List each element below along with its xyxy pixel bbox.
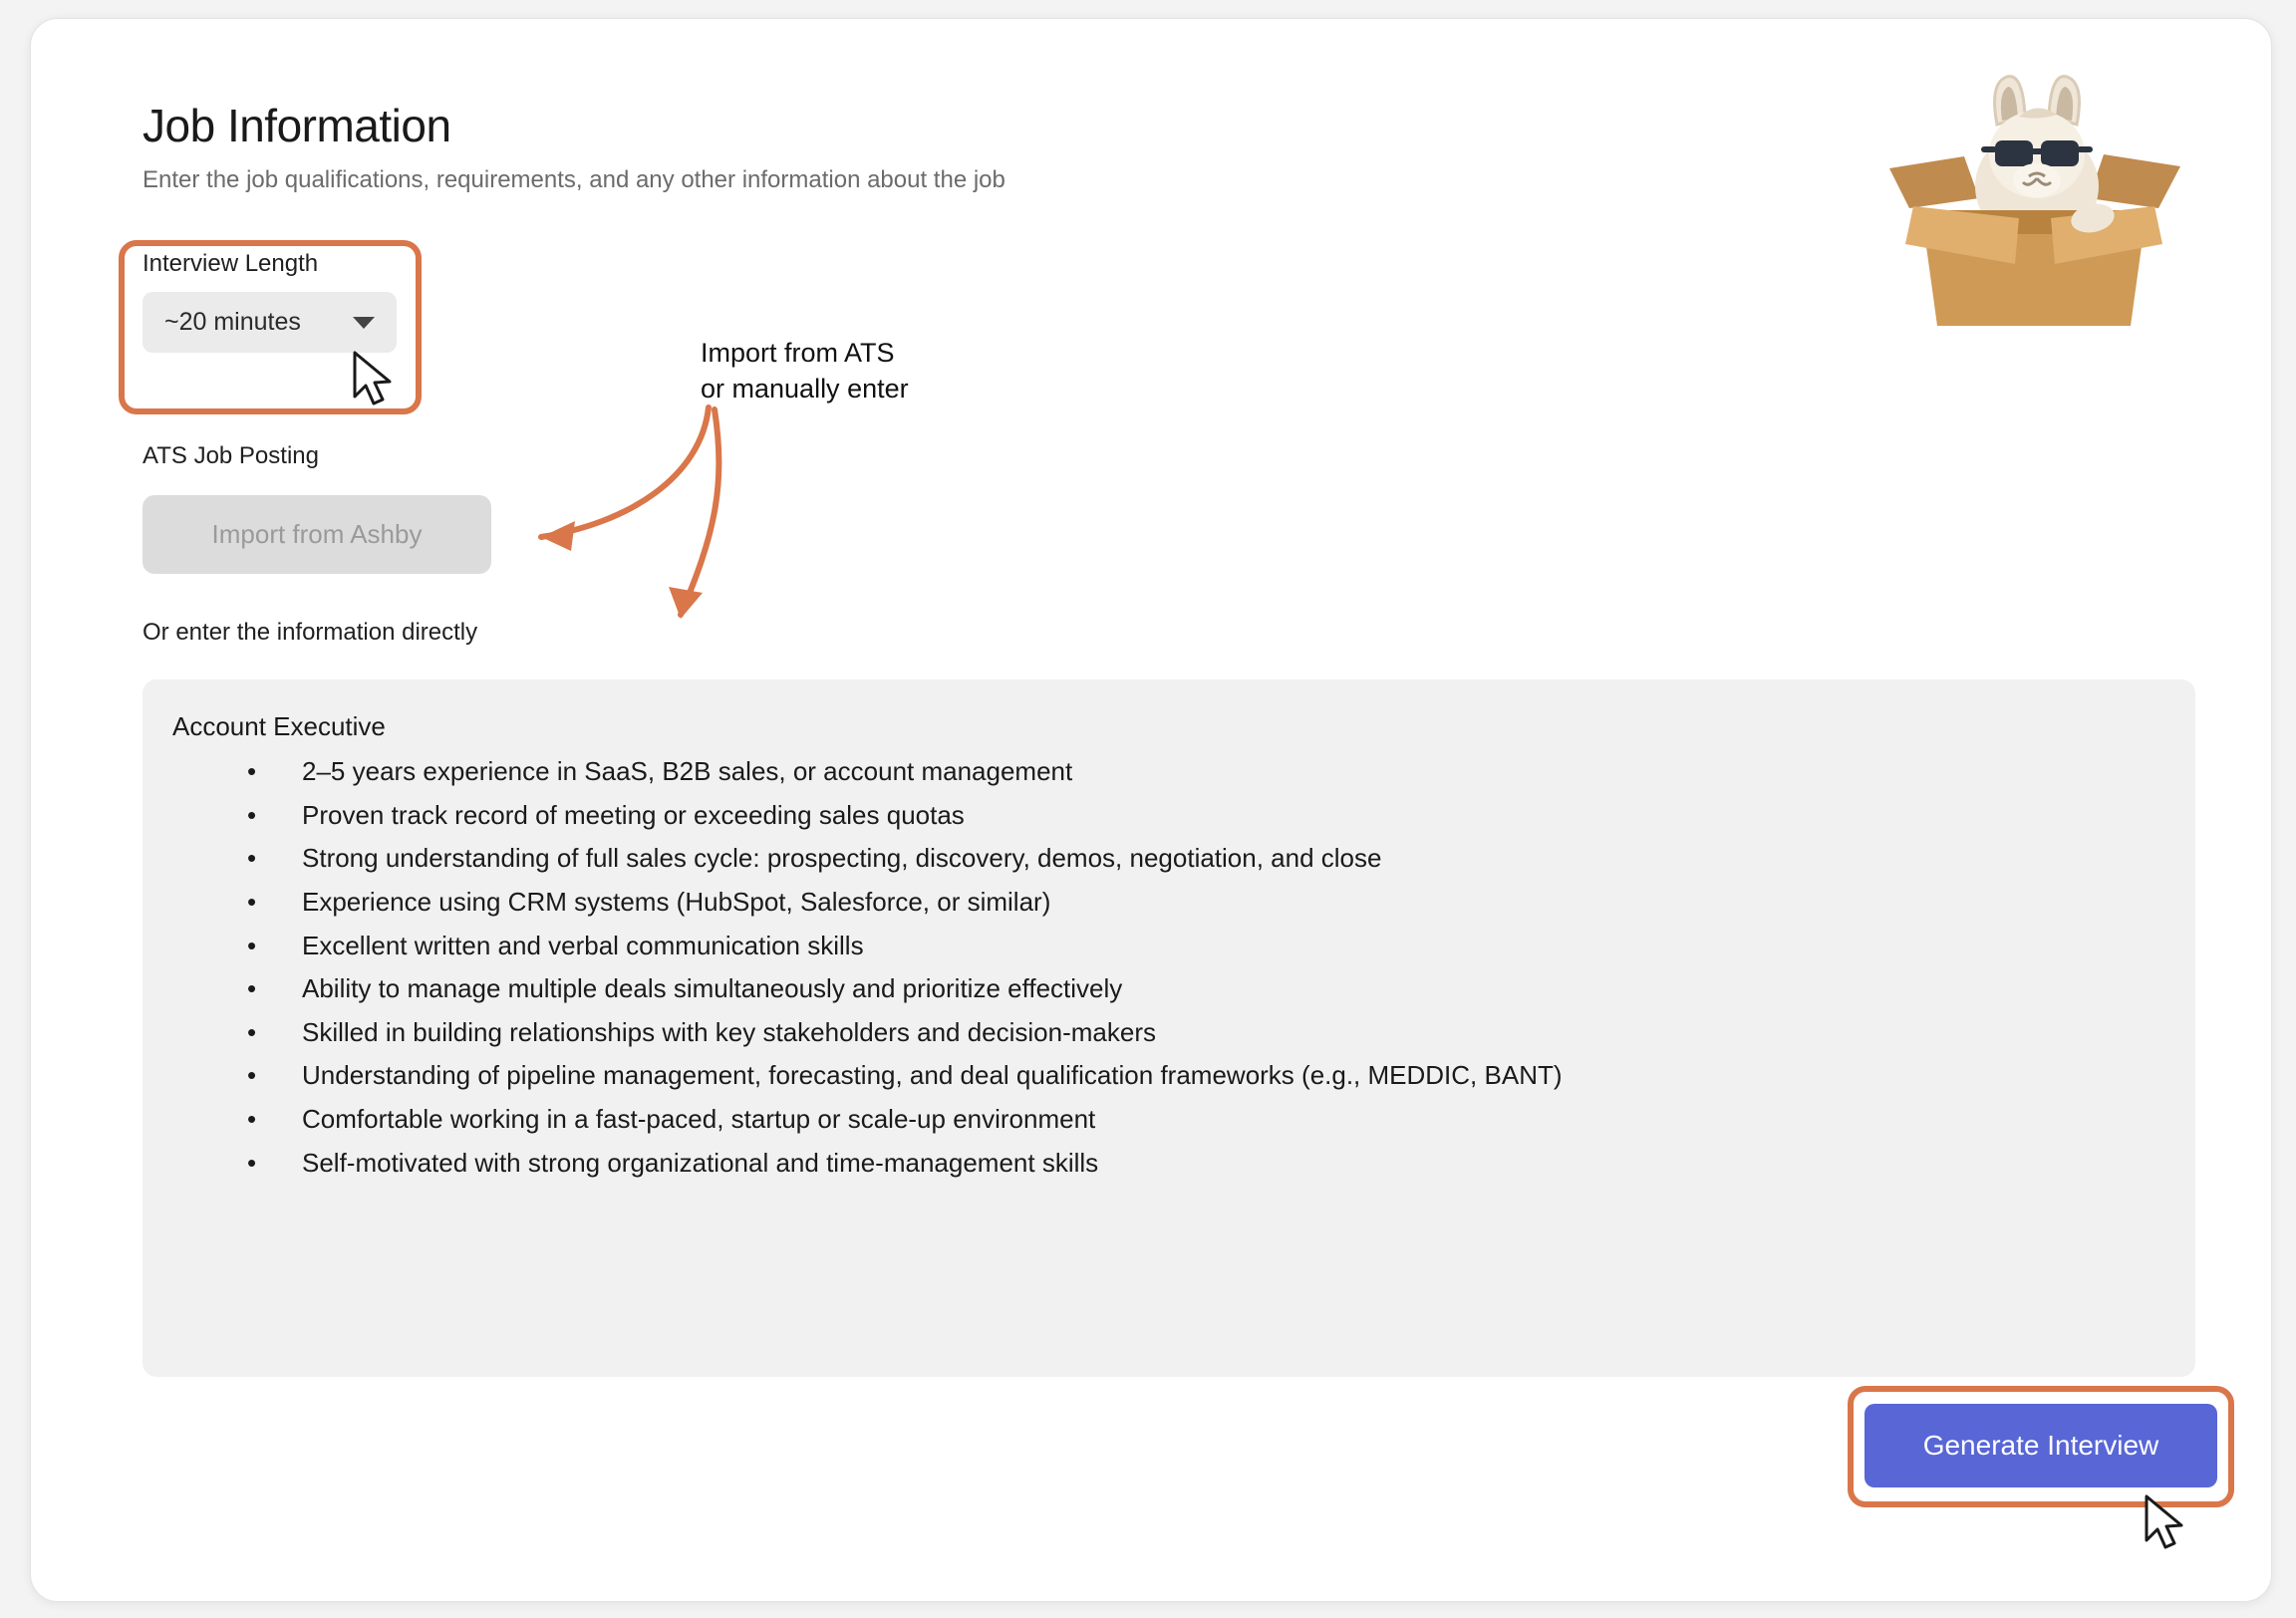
page-subtitle: Enter the job qualifications, requirements, and any other information about the job bbox=[143, 166, 1005, 193]
list-item: • Proven track record of meeting or exceeding sales quotas bbox=[172, 794, 2165, 838]
annotation-line-2: or manually enter bbox=[701, 373, 909, 404]
ats-job-posting-label: ATS Job Posting bbox=[143, 442, 319, 469]
list-item: • Comfortable working in a fast-paced, startup or scale-up environment bbox=[172, 1098, 2165, 1142]
generate-interview-button[interactable]: Generate Interview bbox=[1865, 1404, 2217, 1487]
job-information-card bbox=[30, 18, 2272, 1602]
list-item: • Experience using CRM systems (HubSpot, Salesforce, or similar) bbox=[172, 881, 2165, 925]
chevron-down-icon bbox=[353, 317, 375, 329]
annotation-line-1: Import from ATS bbox=[701, 338, 895, 368]
page-title: Job Information bbox=[143, 100, 451, 151]
job-requirements-list bbox=[172, 750, 2165, 1185]
list-item: • Skilled in building relationships with key stakeholders and decision-makers bbox=[172, 1011, 2165, 1055]
import-from-ashby-button[interactable]: Import from Ashby bbox=[143, 495, 491, 574]
job-description-textarea[interactable] bbox=[143, 679, 2195, 1377]
interview-length-select[interactable] bbox=[143, 292, 397, 353]
list-item: • Understanding of pipeline management, forecasting, and deal qualification frameworks (e.g., MEDDIC, BANT) bbox=[172, 1054, 2165, 1098]
interview-length-field bbox=[143, 250, 441, 353]
interview-length-label: Interview Length bbox=[143, 250, 319, 277]
list-item: • Ability to manage multiple deals simultaneously and prioritize effectively bbox=[172, 967, 2165, 1011]
job-description-heading: Account Executive bbox=[172, 711, 386, 741]
llama-in-box-illustration bbox=[1869, 59, 2198, 358]
enter-directly-label: Or enter the information directly bbox=[143, 619, 478, 646]
list-item: • Self-motivated with strong organizational and time-management skills bbox=[172, 1142, 2165, 1186]
list-item: • 2–5 years experience in SaaS, B2B sales, or account management bbox=[172, 750, 2165, 794]
list-item: • Strong understanding of full sales cycle: prospecting, discovery, demos, negotiation, and close bbox=[172, 837, 2165, 881]
interview-length-value: ~20 minutes bbox=[164, 308, 301, 336]
list-item: • Excellent written and verbal communication skills bbox=[172, 925, 2165, 968]
annotation-text bbox=[701, 336, 909, 406]
